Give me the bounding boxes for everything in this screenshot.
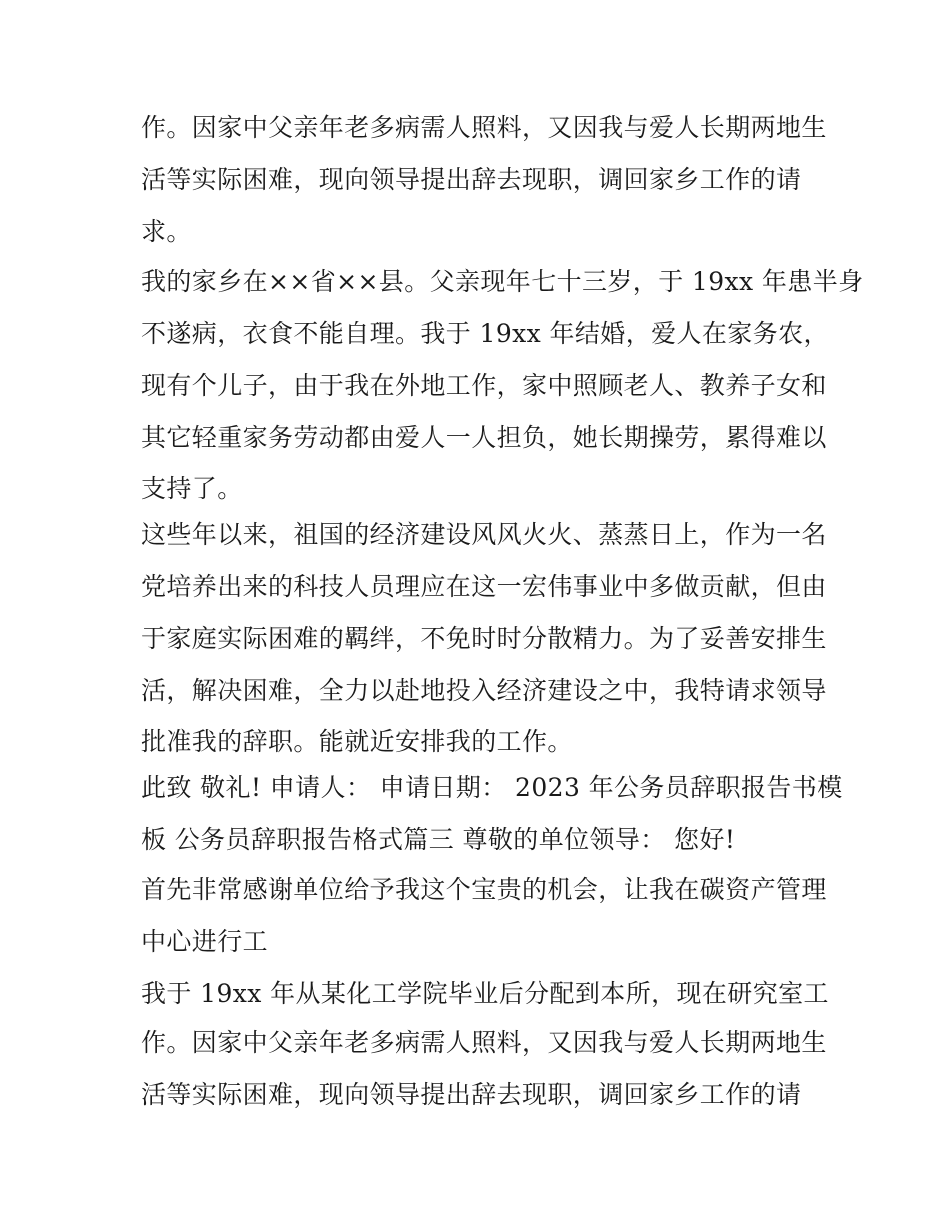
- text-line: 活，解决困难，全力以赴地投入经济建设之中，我特请求领导: [141, 676, 827, 705]
- text-line: 求。: [141, 217, 192, 246]
- text-line: 板 公务员辞职报告格式篇三 尊敬的单位领导： 您好!: [141, 825, 736, 854]
- text-line: 首先非常感谢单位给予我这个宝贵的机会，让我在碳资产管理: [141, 875, 827, 904]
- text-line: 活等实际困难，现向领导提出辞去现职，调回家乡工作的请: [141, 1080, 802, 1109]
- text-line: 于家庭实际困难的羁绊，不免时时分散精力。为了妥善安排生: [141, 624, 827, 653]
- text-line: 不遂病，衣食不能自理。我于 19xx 年结婚，爱人在家务农，: [141, 319, 829, 348]
- text-line: 现有个儿子，由于我在外地工作，家中照顾老人、教养子女和: [141, 371, 827, 400]
- text-line: 作。因家中父亲年老多病需人照料，又因我与爱人长期两地生: [141, 1028, 827, 1057]
- text-line: 支持了。: [141, 474, 243, 503]
- text-line: 这些年以来，祖国的经济建设风风火火、蒸蒸日上，作为一名: [141, 520, 827, 549]
- text-line: 此致 敬礼! 申请人： 申请日期： 2023 年公务员辞职报告书模: [141, 773, 843, 802]
- text-line: 我于 19xx 年从某化工学院毕业后分配到本所，现在研究室工: [141, 979, 829, 1008]
- text-line: 活等实际困难，现向领导提出辞去现职，调回家乡工作的请: [141, 165, 802, 194]
- text-line: 我的家乡在××省××县。父亲现年七十三岁，于 19xx 年患半身: [141, 267, 864, 296]
- text-line: 中心进行工: [141, 927, 269, 956]
- text-line: 党培养出来的科技人员理应在这一宏伟事业中多做贡献，但由: [141, 572, 827, 601]
- text-line: 作。因家中父亲年老多病需人照料，又因我与爱人长期两地生: [141, 113, 827, 142]
- text-line: 批准我的辞职。能就近安排我的工作。: [141, 727, 573, 756]
- text-line: 其它轻重家务劳动都由爱人一人担负，她长期操劳，累得难以: [141, 423, 827, 452]
